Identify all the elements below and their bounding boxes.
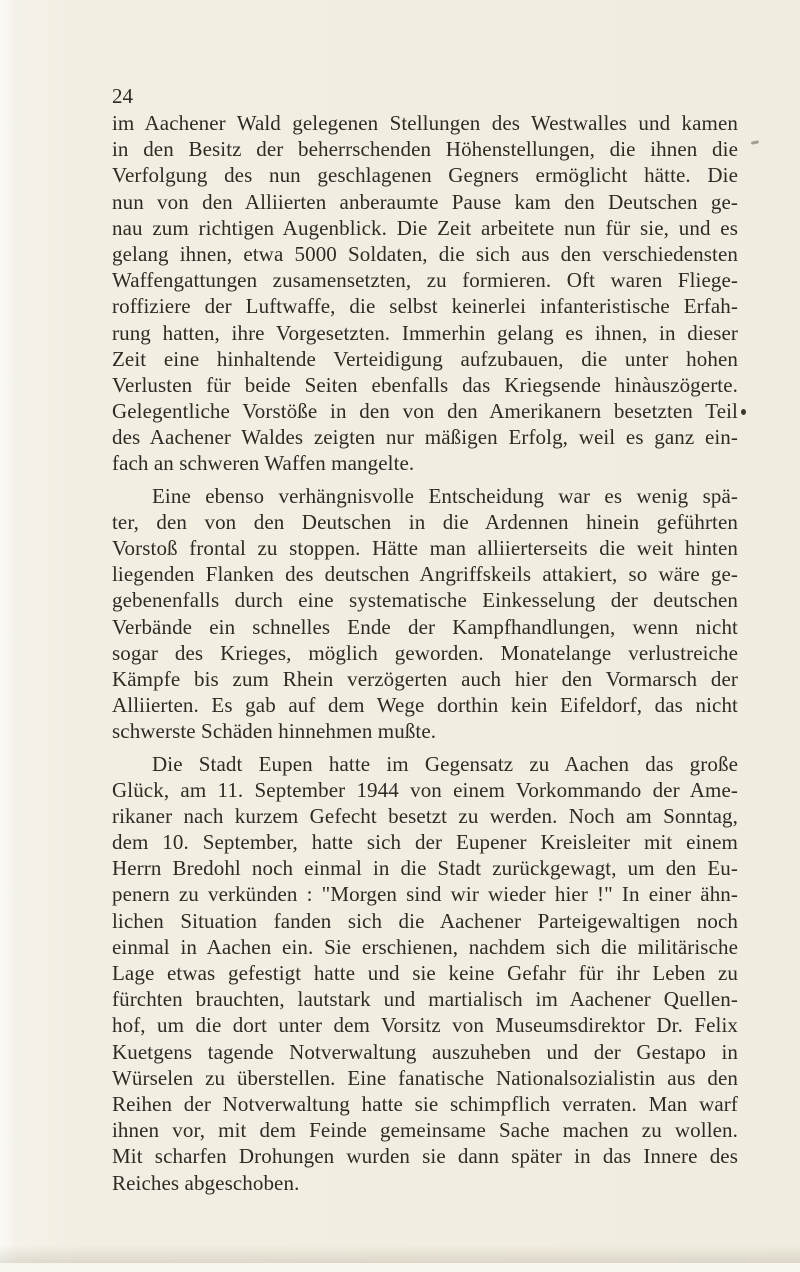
text-line: Glück, am 11. September 1944 von einem Vorkommando der Ame- [112,777,738,802]
text-line: fach an schweren Waffen mangelte. [112,451,415,476]
paragraph [112,751,738,1196]
text-line: dem 10. September, hatte sich der Eupener Kreisleiter mit einem [112,830,738,855]
text-line: Herrn Bredohl noch einmal in die Stadt zurückgewagt, um den Eu- [112,856,738,881]
paragraph [112,110,738,477]
ink-speck [741,409,746,415]
text-line: Lage etwas gefestigt hatte und sie keine Gefahr für ihr Leben zu [112,961,738,985]
text-line: sogar des Krieges, möglich geworden. Monatelange verlustreiche [112,640,738,665]
text-line: fürchten brauchten, lautstark und martialisch im Aachener Quellen- [112,987,738,1012]
text-line: gebenenfalls durch eine systematische Einkesselung der deutschen [112,588,738,613]
text-line: rikaner nach kurzem Gefecht besetzt zu werden. Noch am Sonntag, [112,803,738,828]
text-line: ter, den von den Deutschen in die Ardennen hinein geführten [112,509,738,534]
text-line: Alliierten. Es gab auf dem Wege dorthin kein Eifeldorf, das nicht [112,693,738,718]
paragraph [112,483,738,745]
text-line: im Aachener Wald gelegenen Stellungen des Westwalles und kamen [112,111,738,135]
text-line: Kämpfe bis zum Rhein verzögerten auch hier den Vormarsch der [112,666,738,691]
scan-bottom-shadow [0,1245,800,1263]
text-line: Eine ebenso verhängnisvolle Entscheidung war es wenig spä- [152,483,738,508]
text-line: Zeit eine hinhaltende Verteidigung aufzubauen, die unter hohen [112,346,738,371]
text-line: liegenden Flanken des deutschen Angriffskeils attakiert, so wäre ge- [112,562,738,587]
scan-left-edge [0,0,16,1272]
text-line: schwerste Schäden hinnehmen mußte. [112,719,437,744]
text-line: gelang ihnen, etwa 5000 Soldaten, die sich aus den verschiedensten [112,241,738,266]
text-line: hof, um die dort unter dem Vorsitz von Museumsdirektor Dr. Felix [112,1013,738,1038]
scan-bottom-edge [0,1263,800,1272]
text-line: ihnen vor, mit dem Feinde gemeinsame Sache machen zu wollen. [112,1118,738,1143]
text-line: rung hatten, ihre Vorgesetzten. Immerhin gelang es ihnen, in dieser [112,320,738,345]
text-line: lichen Situation fanden sich die Aachener Parteigewaltigen noch [112,908,738,933]
faint-mark [751,140,759,145]
text-line: Würselen zu überstellen. Eine fanatische Nationalsozialistin aus den [112,1065,738,1090]
text-line: Gelegentliche Vorstöße in den von den Amerikanern besetzten Teil [112,399,738,424]
text-line: penern zu verkünden : "Morgen sind wir wieder hier !" In einer ähn- [112,882,738,907]
text-line: Mit scharfen Drohungen wurden sie dann später in das Innere des [112,1144,738,1169]
text-line: Verfolgung des nun geschlagenen Gegners ermöglicht hätte. Die [112,163,738,188]
page-number: 24 [112,84,133,108]
text-line: Reiches abgeschoben. [112,1170,300,1195]
text-line: Die Stadt Eupen hatte im Gegensatz zu Aachen das große [152,751,738,776]
text-line: Verlusten für beide Seiten ebenfalls das Kriegsende hinàuszögerte. [112,372,738,397]
text-line: Waffengattungen zusamensetzten, zu formieren. Oft waren Fliege- [112,268,738,293]
text-line: nun von den Alliierten anberaumte Pause kam den Deutschen ge- [112,189,738,214]
text-line: Vorstoß frontal zu stoppen. Hätte man alliierterseits die weit hinten [112,536,738,560]
text-line: Reihen der Notverwaltung hatte sie schimpflich verraten. Man warf [112,1091,738,1116]
text-line: in den Besitz der beherrschenden Höhenstellungen, die ihnen die [112,137,738,162]
text-line: Verbände ein schnelles Ende der Kampfhandlungen, wenn nicht [112,614,738,639]
text-line: Kuetgens tagende Notverwaltung auszuheben und der Gestapo in [112,1039,738,1064]
body-text [112,110,738,1196]
text-line: roffiziere der Luftwaffe, die selbst keinerlei infanteristische Erfah- [112,294,738,319]
text-line: des Aachener Waldes zeigten nur mäßigen Erfolg, weil es ganz ein- [112,425,738,450]
text-line: einmal in Aachen ein. Sie erschienen, nachdem sich die militärische [112,934,738,959]
text-line: nau zum richtigen Augenblick. Die Zeit arbeitete nun für sie, und es [112,215,738,240]
